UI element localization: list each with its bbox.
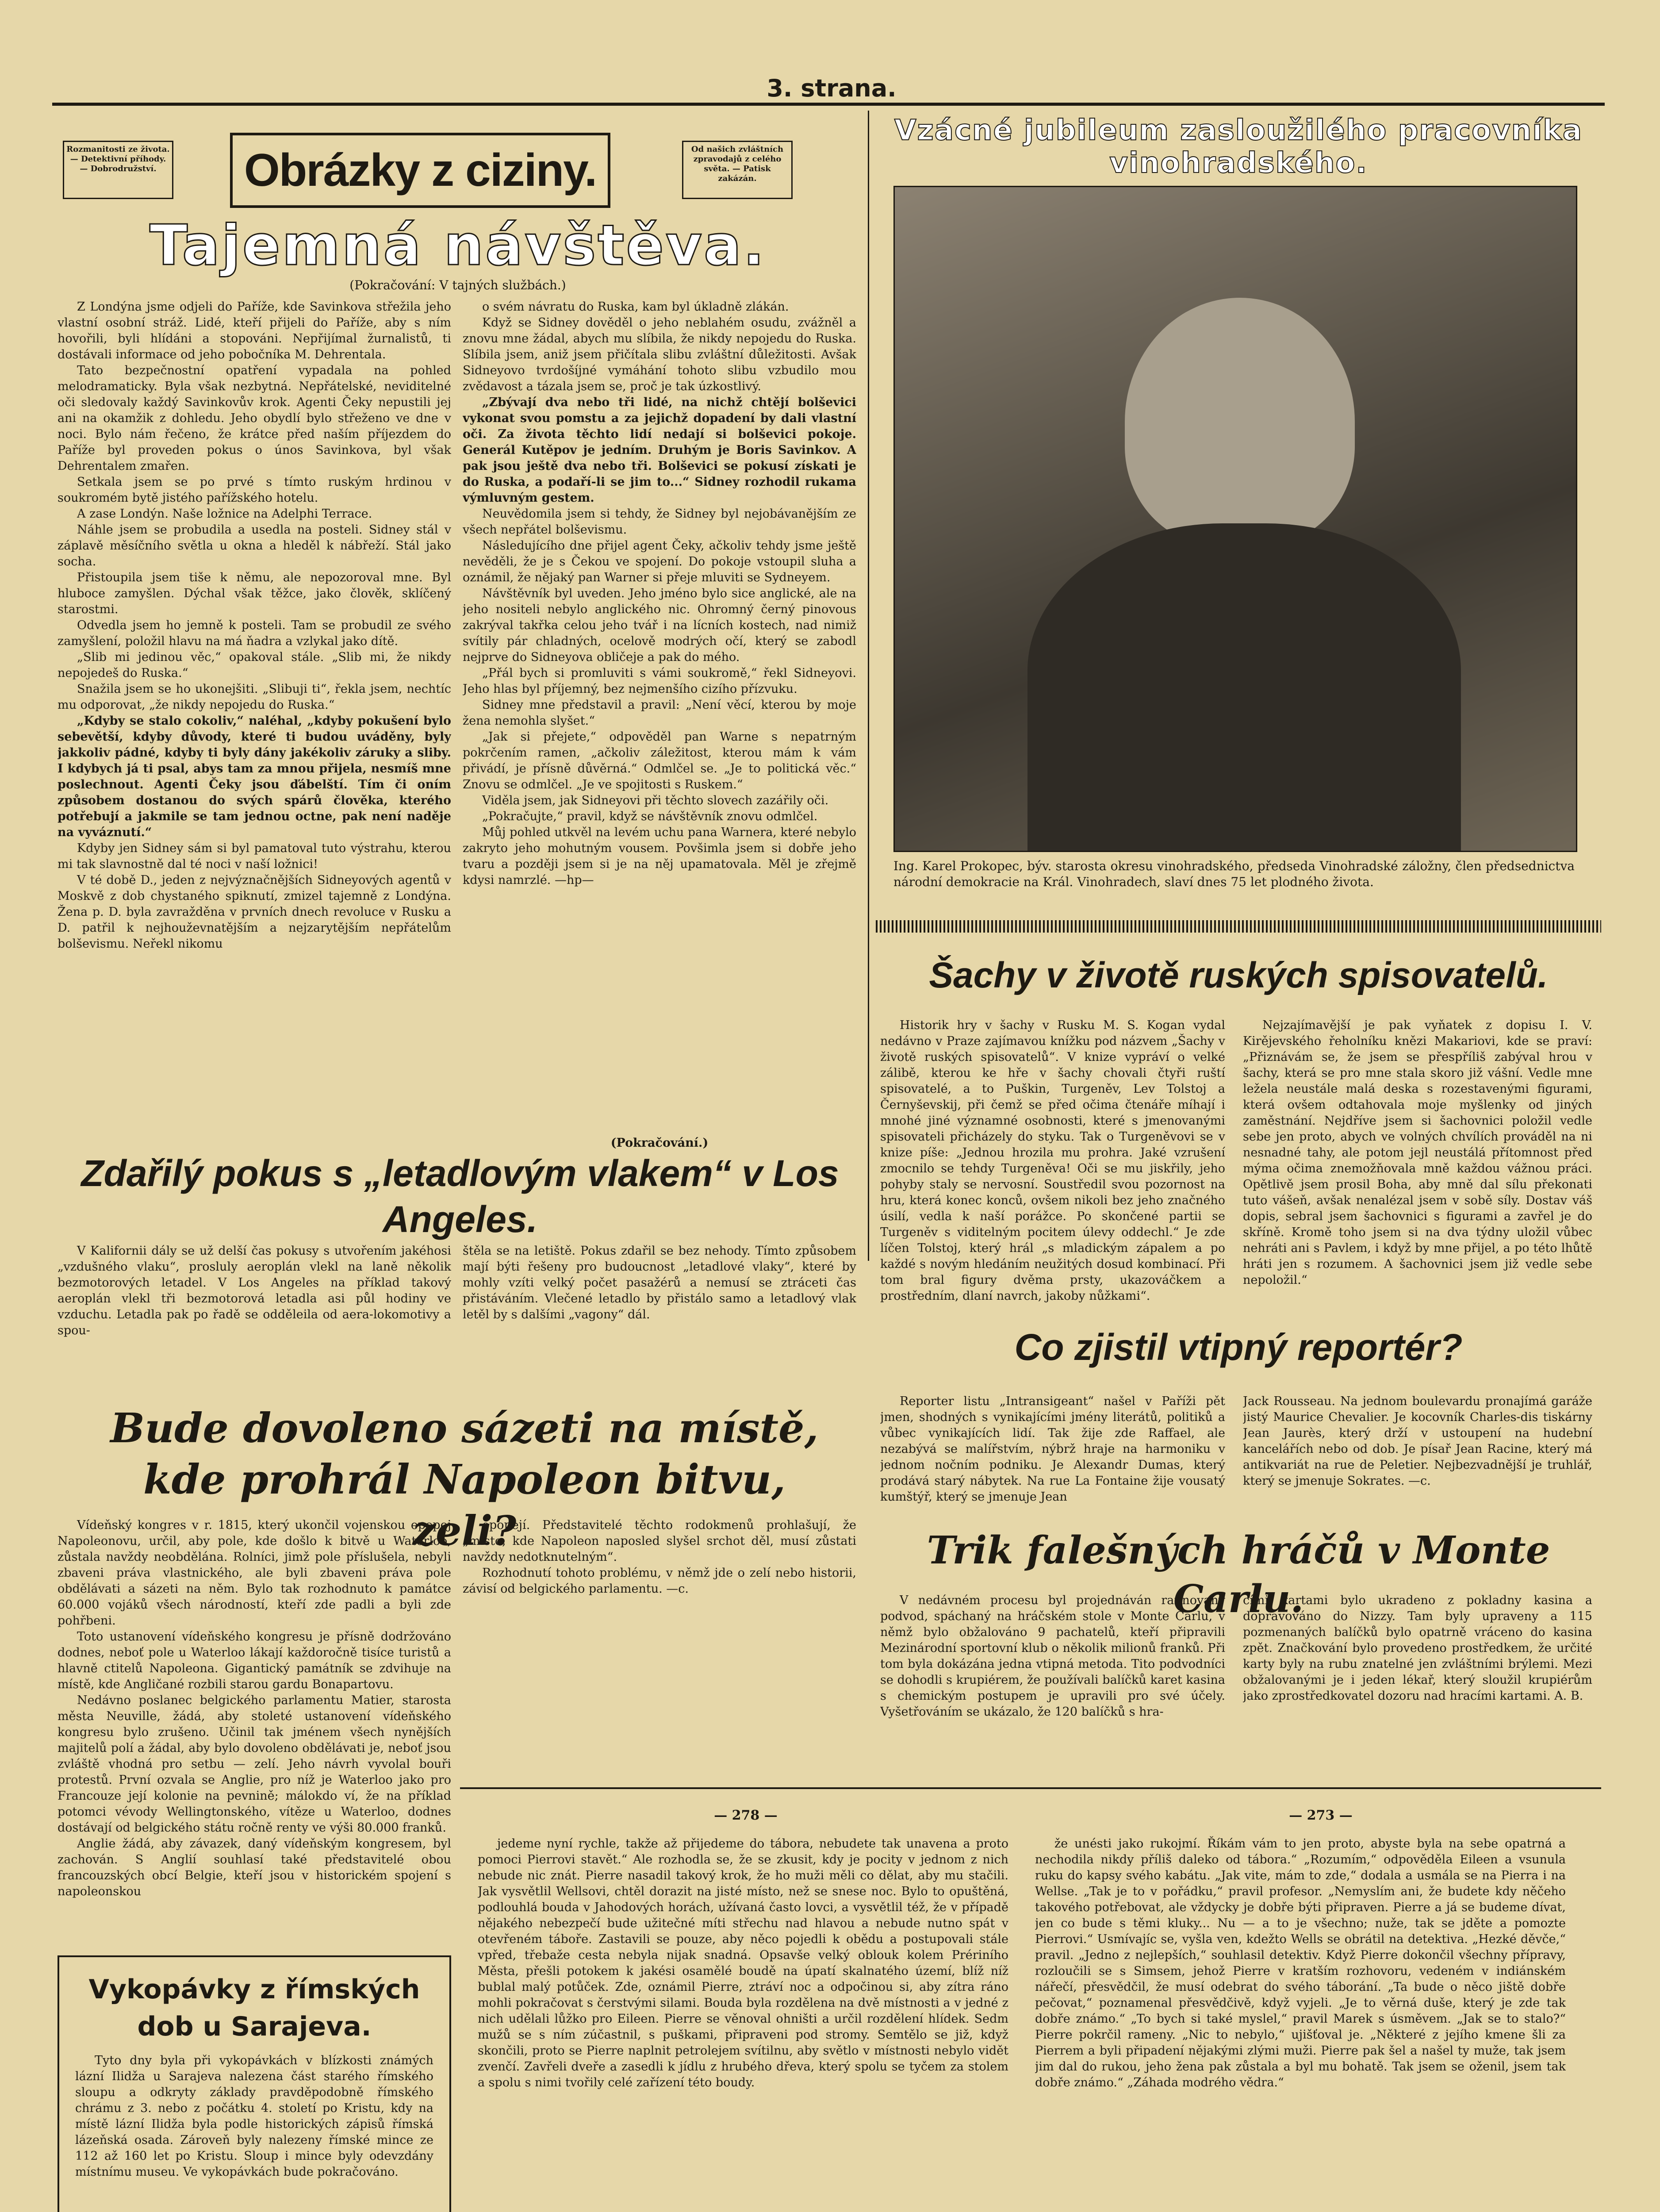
serial-col2: že unésti jako rukojmí. Říkám vám to jen proto, abyste byla na sebe opatrná a nechodila nikdy příliš daleko od tábora.“ „Rozumím,“ odpověděla Eileen a vsunula ruku do kapsy svého kabátu. „Jak vite, mám to zde,“ dodala a usmála se na Pierra i na Wellse. „Tak je to v pořádku,“ pravil profesor. „Nemyslím ani, že budete kdy něčeho takového potřebovat, ale vždycky je dobře býti připraven. Pierre a já se budeme dívat, jen co bude s těmi kluky... Nu — a to je všechno; nuže, tak se jděte a pomozte Pierrovi.“ Usmívajíc se, vyšla ven, kdežto Wells se obrátil na detektiva. „Hezké děvče,“ pravil. „Jedno z nejlepších,“ souhlasil detektiv. Když Pierre dokončil všechny přípravy, rozloučili se s Simsem, jehož Pierre v kratším rozhovoru, vedeném v indiánském nářečí, přesvědčil, že musí odebrat do svého táborání. „Ta bude o něco jiště dobře pečovat,“ poznamenal přesvědčivě, když vyjeli. „Je to věrná duše, který je zde tak dobře známo.“ „To bych si také myslel,“ pravil Marek s úsměvem. „Jak se to stalo?“ Pierre pokrčil rameny. „Nic to nebylo,“ ujišťoval je. „Některé z jejího kmene šli za Pierrem a byli připadení nějakými zlými muži. Pierre pak šel a našel ty muže, tak jsem jim dal do rukou, jeho žena pak zůstala a byl mu bohatě. Tak jsem se oženil, jsem tak dobře známo.“ „Záhada modrého vědra.“ <box>1035 1837 1566 2089</box>
paragraph: Můj pohled utkvěl na levém uchu pana Warnera, které nebylo zakryto jeho mohutným vousem. Povšimla jsem si dobře jeho tvaru a později jsem si je na něj upamatovala. Měl je zřejmě kdysi namrzlé. —hp— <box>463 826 856 887</box>
paragraph: Rozhodnutí tohoto problému, v němž jde o zelí nebo historii, závisí od belgického parlamentu. —c. <box>463 1566 856 1596</box>
reporter-col2: Jack Rousseau. Na jednom boulevardu pronajímá garáže jistý Maurice Chevalier. Je kocovník Charles-dis tiskárny Jean Jaurès, který drží v ustoupení na hudební kancelářích nebo od dob. Je písař Jean Racine, který má antikvariát na rue de Peletier. Nejbezvadnější je truhlář, který se jmenuje Sokrates. —c. <box>1243 1394 1592 1488</box>
paragraph: Návštěvník byl uveden. Jeho jméno bylo sice anglické, ale na jeho nositeli nebylo anglického nic. Ohromný černý pinovous zakrýval takřka celou jeho tvář i na lícních kostech, nad nimiž svítily pár chladných, ocelově modrých očí, který se zabodl nejprve do Sidneyova obličeje a pak do mého. <box>463 587 856 664</box>
excavations-text: Tyto dny byla při vykopávkách v blízkosti známých lázní Ilidža u Sarajeva nalezena část starého římského sloupu a odkryty základy pravděpodobně římského chrámu z 3. nebo z počátku 4. století po Kristu, kdy na místě lázní Ilidža byla podle historických zápisů římská lázeňská osada. Zároveň byly nalezeny římské mince ze 112 až 160 let po Kristu. Sloup i mince byly odevzdány místnímu museu. Ve vykopávkách bude pokračováno. <box>75 2054 433 2179</box>
paragraph: Přistoupila jsem tiše k němu, ale nepozoroval mne. Byl hluboce zamyšlen. Dýchal však těžce, jako člověk, sklíčený starostmi. <box>58 571 451 616</box>
paragraph: Když se Sidney dověděl o jeho neblahém osudu, zvážněl a znovu mne žádal, abych mu slíbila, že nikdy nepojedu do Ruska. Slíbila jsem, aniž jsem přičítala slibu zvláštní důležitosti. Avšak Sidneyovo tvrdošíjné vymáhání tohoto slibu vzbudilo mou zvědavost a tázala jsem se, proč je tak úzkostlivý. <box>463 316 856 393</box>
jubilee-caption: Ing. Karel Prokopec, býv. starosta okresu vinohradského, předseda Vinohradské záložny, člen předsednictva národní demokracie na Král. Vinohradech, slaví dnes 75 let plodného života. <box>893 859 1575 889</box>
excavations-title: Vykopávky z římských dob u Sarajeva. <box>88 1974 420 2042</box>
reporter-title: Co zjistil vtipný reportér? <box>1014 1326 1463 1368</box>
paragraph: „Zbývají dva nebo tři lidé, na nichž chtějí bolševici vykonat svou pomstu a za jejichž dopadení by dali vlastní oči. Za života těchto lidí nedají si bolševici pokoje. Generál Kutěpov je jedním. Druhým je Boris Savinkov. A pak jsou ještě dva nebo tři. Bolševici se pokusí získati je do Ruska, a podaří-li se jim to...“ Sidney rozhodil rukama výmluvným gestem. <box>463 396 856 505</box>
paragraph: Neuvědomila jsem si tehdy, že Sidney byl nejobávanějším ze všech nepřátel bolševismu. <box>463 507 856 537</box>
carlo-col2: cími kartami bylo ukradeno z pokladny kasina a dopravováno do Nizzy. Tam byly upraveny a 115 pozmenaných balíčků bylo opatrně vráceno do kasina zpět. Značkování bylo provedeno prostředkem, že určité karty byly na rubu znatelné jen zvláštními brýlemi. Mezi obžalovanými je i jeden lékař, který sloužil krupiérům jako zprostředkovatel dozoru nad hracími kartami. A. B. <box>1243 1594 1592 1703</box>
paragraph: Toto ustanovení vídeňského kongresu je přísně dodržováno dodnes, neboť pole u Waterloo lákají každoročně tisíce turistů a hlavně ctitelů Napoleona. Gigantický památník se zdvihuje na místě, kde Angličané rozbili starou gardu Bonapartovu. <box>58 1630 451 1691</box>
folio-left: — 278 — <box>714 1808 778 1823</box>
reporter-col1: Reporter listu „Intransigeant“ našel v Paříži pět jmen, shodných s vynikajícími jmény literátů, politiků a vůbec vynikajících lidí. Tak žije zde Raffael, ale nezabývá se malířstvím, nýbrž hraje na harmoniku v jednom nočním podniku. Je Alexandr Dumas, který prodává starý nábytek. Na rue La Fontaine žije vousatý kumštýř, který se jmenuje Jean <box>880 1394 1225 1504</box>
paragraph: Viděla jsem, jak Sidneyovi při těchto slovech zazářily oči. <box>482 794 829 807</box>
folio-right: — 273 — <box>1289 1808 1353 1823</box>
train-col1: V Kalifornii dály se už delší čas pokusy s utvořením jakéhosi „vzdušného vlaku“, prosluly aeroplán vlekl na laně několik bezmotorových letadel. V Los Angeles na příklad takový aeroplán vlekl tři bezmotorová letadla asi půl hodiny ve vzduchu. Letadla pak po řadě se odděleila od aera-lokomotivy a spou- <box>58 1244 451 1337</box>
page-number: 3. strana. <box>767 74 897 102</box>
paragraph: Následujícího dne přijel agent Čeky, ačkoliv tehdy jsme ještě nevěděli, že je s Čekou ve spojení. Do pokoje vstoupil sluha a oznámil, že nějaký pan Warner si přeje mluviti se Sydneyem. <box>463 539 856 584</box>
paragraph: Odvedla jsem ho jemně k posteli. Tam se probudil ze svého zamyšlení, položil hlavu na má ňadra a vzlykal jako dítě. <box>58 618 451 648</box>
carlo-title: Trik falešných hráčů v Monte Carlu. <box>927 1528 1550 1621</box>
story1-continued: (Pokračování.) <box>610 1136 709 1150</box>
chess-title: Šachy v životě ruských spisovatelů. <box>929 955 1548 995</box>
story1-subtitle: (Pokračování: V tajných službách.) <box>349 278 566 292</box>
paragraph: Anglie žádá, aby závazek, daný vídeňským kongresem, byl zachován. S Anglií souhlasí také představitelé obou francouzských obcí Belgie, kteří jsou v historickém spojení s napoleonskou <box>58 1837 451 1898</box>
paragraph: A zase Londýn. Naše ložnice na Adelphi Terrace. <box>77 507 372 521</box>
section-title: Obrázky z ciziny. <box>230 133 610 208</box>
story1-col2 <box>463 299 856 1131</box>
story1-col1 <box>58 299 451 1179</box>
portrait-figure <box>1125 298 1355 545</box>
paragraph: epopejí. Představitelé těchto rodokmenů prohlašují, že „místo, kde Napoleon naposled slyšel srchot děl, musí zůstati navždy nedotknutelným“. <box>463 1518 856 1564</box>
section-right-box: Od našich zvláštních zpravodajů z celého světa. — Patisk zakázán. <box>682 141 793 199</box>
portrait-body <box>1027 523 1461 851</box>
train-title: Zdařilý pokus s „letadlovým vlakem“ v Los Angeles. <box>81 1152 839 1240</box>
paragraph: Setkala jsem se po prvé s tímto ruským hrdinou v soukromém bytě jistého pařížského hotelu. <box>58 475 451 505</box>
train-col2: štěla se na letiště. Pokus zdařil se bez nehody. Tímto způsobem mají býti řešeny pro budoucnost „letadlové vlaky“, které by mohly vzíti velký počet pasažérů a nemusí se ztráceti čas přistáváním. Vlečené letadlo by přistálo samo a letadlový vlak letěl by s dalšími „vagony“ dál. <box>463 1244 856 1321</box>
paragraph: o svém návratu do Ruska, kam byl úkladně zlákán. <box>482 300 789 314</box>
story1-title: Tajemná návštěva. <box>150 213 766 278</box>
serial-rule <box>460 1787 1601 1789</box>
paragraph: „Jak si přejete,“ odpověděl pan Warne s nepatrným pokrčením ramen, „ačkoliv záležitost, kterou mám k vám přivádí, je přísně důvěrná.“ Odmlčel se. „Je to politická věc.“ Znovu se odmlčel. „Je ve spojitosti s Ruskem.“ <box>463 730 856 791</box>
paragraph: Vídeňský kongres v r. 1815, který ukončil vojenskou epopej Napoleonovu, určil, aby pole, kde došlo k bitvě u Waterloo, zůstala navždy neobdělána. Rolníci, jimž pole příslušela, nebyli zbaveni práva vlastnického, ale byli zbaveni práva pole obdělávati a sázeti na něm. Bylo tak rozhodnuto k památce 60.000 vojáků všech národností, kteří zde padli a byli zde pohřbeni. <box>58 1518 451 1628</box>
paragraph: V té době D., jeden z nejvýznačnějších Sidneyových agentů v Moskvě z dob chystaného spiknutí, zmizel tajemně z Londýna. Žena p. D. byla zavražděna v prvních dnech revoluce v Rusku a D. patřil k nejhouževnatějším a nejzarytějším nepřátelům bolševismu. Neřekl nikomu <box>58 873 451 951</box>
serial-col1: jedeme nyní rychle, takže až přijedeme do tábora, nebudete tak unavena a proto pomoci Pierrovi stavět.“ Ale rozhodla se, že se zkusit, kdy je pocity v jednom z nich nebude nic znát. Pierre nasadil takový krok, že ho muži měli co dělat, aby mu stačili. Jak vysvětlil Wellsovi, chtěl dorazit na jisté místo, než se snese noc. Bylo to opuštěná, podlouhlá bouda v Jahodových horách, užívaná často lovci, a vysvětlil též, že v případě nějakého nebezpečí bude užitečné míti střechu nad hlavou a nebude nutno spát v otevřeném táboře. Zastavili se pouze, aby něco pojedli k obědu a postupovali stále vpřed, třebaže cesta nebyla nijak snadná. Opsavše velký oblouk kolem Prériního Města, přešli potokem k jakési osamělé boudě na úpatí skalnatého území, blíž níž bublal malý potůček. Zde, oznámil Pierre, ztráví noc a odpočinou si, aby zítra ráno mohli pokračovat s čerstvými silami. Bouda byla rozdělena na dvě místnosti a v jedné z nich udělali lůžko pro Eileen. Pierre se věnoval ohništi a určil rozdělení hlídek. Sedm mužů se s ním zúčastnil, s puškami, připraveni pod stromy. Semtělo se již, když skončili, proto se Pierre naplnit petrolejem svítilnu, aby světlo v místnosti nebylo vidět zvenčí. Zavřeli dveře a zasedli k jídlu z hrubého dřeva, který spolu se tyčem za stolem a spolu s nimi tvořily celé zařízení této boudy. <box>478 1837 1008 2089</box>
paragraph: Sidney mne představil a pravil: „Není věcí, kterou by moje žena nemohla slyšet.“ <box>463 698 856 728</box>
napoleon-title: Bude dovoleno sázeti na místě, kde prohrál Napoleon bitvu, zeli? <box>110 1404 819 1555</box>
napoleon-col1 <box>58 1517 451 1960</box>
paragraph: Tato bezpečnostní opatření vypadala na pohled melodramaticky. Byla však nezbytná. Nepřátelské, neviditelné oči sledovaly každý Savinkovův krok. Agenti Čeky nepustili jej ani na okamžik z dohledu. Jeho obydlí bylo střeženo ve dne v noci. Bylo nám řečeno, že krátce před naším příjezdem do Paříže byl proveden pokus o únos Savinkova, byl však Dehrentalem zmařen. <box>58 364 451 473</box>
chess-col1: Historik hry v šachy v Rusku M. S. Kogan vydal nedávno v Praze zajímavou knížku pod názvem „Šachy v životě ruských spisovatelů“. V knize vypráví o velké zálibě, kterou ke hře v šachy chovali čtyři ruští spisovatelé, a to Puškin, Turgeněv, Lev Tolstoj a Černyševskij, při čemž se před očima čtenáře míhají i mnohé jiné významné osobnosti, které s jmenovanými spisovateli přicházely do styku. Tak o Turgeněvovi se v knize píše: „Jednou hrozila mu prohra. Jaké vzrušení zmocnilo se tehdy Turgeněva! Oči se mu jiskřily, jeho pohyby staly se nervosní. Soustředil svou pozornost na hru, která konec konců, ovšem nikoli bez jeho značného úsilí, vedla k naší porážce. Po skončené partii se Turgeněv s viditelným pocitem úlevy oddechl.“ Je zde líčen Tolstoj, který hrál „s mladickým zápalem a po každé s novým hledáním neužitých dosud kombinací. Při tom bral figury dvěma prsty, ukazováčkem a prostředním, dlaní navrch, jakoby nůžkami“. <box>880 1018 1225 1303</box>
paragraph: „Kdyby se stalo cokoliv,“ naléhal, „kdyby pokušení bylo sebevětší, kdyby důvody, které ti budou uváděny, byly jakkoliv pádné, kdyby ti byly dány jakékoliv záruky a sliby. I kdybych já ti psal, abys tam za mnou přijela, nesmíš mne poslechnout. Agenti Čeky jsou ďábelští. Tím či oním způsobem dostanou do svých spárů člověka, kterého potřebují a jakmile se tam jednou octne, pak není naděje na vyváznutí.“ <box>58 714 451 839</box>
paragraph: Náhle jsem se probudila a usedla na posteli. Sidney stál v záplavě měsíčního světla u okna a hleděl k nábřeží. Stál jako socha. <box>58 523 451 568</box>
paragraph: Kdyby jen Sidney sám si byl pamatoval tuto výstrahu, kterou mi tak slavnostně dal té noci v naší ložnici! <box>58 841 451 871</box>
napoleon-col2 <box>463 1517 856 1650</box>
paragraph: Nedávno poslanec belgického parlamentu Matier, starosta města Neuville, žádá, aby stoleté ustanovení vídeňského kongresu bylo zrušeno. Učinil tak jménem všech nynějších majitelů polí a žádal, aby bylo dovoleno obdělávati je, neboť jsou zvláště vhodná pro setbu — zelí. Jeho návrh vyvolal bouři protestů. První ozvala se Anglie, pro níž je Waterloo jako pro Francouze její kolonie na pevnině; málokdo ví, že na příklad potomci vévody Wellingtonského, vítěze u Waterloo, dodnes dostávají od belgického státu ročně renty ve výši 80.000 franků. <box>58 1694 451 1835</box>
paragraph: Snažila jsem se ho ukonejšiti. „Slibuji ti“, řekla jsem, nechtíc mu odporovat, „že nikdy nepojedu do Ruska.“ <box>58 682 451 712</box>
decorative-stripe <box>876 920 1601 933</box>
jubilee-portrait <box>893 186 1577 852</box>
paragraph: „Pokračujte,“ pravil, když se návštěvník znovu odmlčel. <box>482 810 818 823</box>
header-rule <box>52 103 1605 106</box>
jubilee-title: Vzácné jubileum zasloužilého pracovníka vinohradského. <box>894 114 1583 180</box>
paragraph: „Slib mi jedinou věc,“ opakoval stále. „Slib mi, že nikdy nepojedeš do Ruska.“ <box>58 650 451 680</box>
carlo-col1: V nedávném procesu byl projednáván rafinovaný podvod, spáchaný na hráčském stole v Monte Carlu, v němž bylo obžalováno 9 pachatelů, kteří připravili Mezinárodní sportovní klub o několik milionů franků. Při tom byla dokázána jedna vtipná metoda. Tito podvodníci se dohodli s krupiérem, že používali balíčků karet kasina s chemickým postupem je upravili pro své účely. Vyšetřováním se ukázalo, že 120 balíčků s hra- <box>880 1594 1225 1719</box>
paragraph: Z Londýna jsme odjeli do Paříže, kde Savinkova střežila jeho vlastní osobní stráž. Lidé, kteří přijeli do Paříže, aby s ním hovořili, byli hlídáni a stopováni. Nepřijímal žurnalistů, ti dostávali informace od jeho pobočníka M. Dehrentala. <box>58 300 451 361</box>
section-left-box: Rozmanitosti ze života. — Detektivní příhody. — Dobrodružství. <box>63 141 173 199</box>
column-divider <box>868 111 869 1261</box>
chess-col2: Nejzajímavější je pak vyňatek z dopisu I. V. Kirějevského řeholníku knězi Makariovi, kde se praví: „Přiznávám se, že jsem se přespříliš zabýval hrou v šachy, která se pro mne stala skoro již vášní. Vedle mne ležela neustále malá deska s rozestavenými figurami, která ovšem odtahovala moje myšlenky od jiných zaměstnání. Nejdříve jsem si šachovnici položil vedle sebe jen proto, abych ve volných chvílích prováděl na ni nesnadné tahy, ale potom jejl neustálá přítomnost před mýma očima znemožňovala mně každou vážnou práci. Opětlivě jsem prosil Boha, aby mně dal sílu překonati tuto vášeň, avšak nenalézal jsem v sobě síly. Dostav váš dopis, sebral jsem šachovnici s figurami a zavřel je do skříně. Kromě toho jsem si na dva týdny uložil vůbec nehráti ani s Pavlem, i když by mne přijel, a po této lhůtě hráti jen s rozumem. A šachovnici jsem již vedle sebe nepoložil.“ <box>1243 1018 1592 1287</box>
paragraph: „Přál bych si promluviti s vámi soukromě,“ řekl Sidneyovi. Jeho hlas byl příjemný, bez nejmenšího cizího přízvuku. <box>463 666 856 696</box>
